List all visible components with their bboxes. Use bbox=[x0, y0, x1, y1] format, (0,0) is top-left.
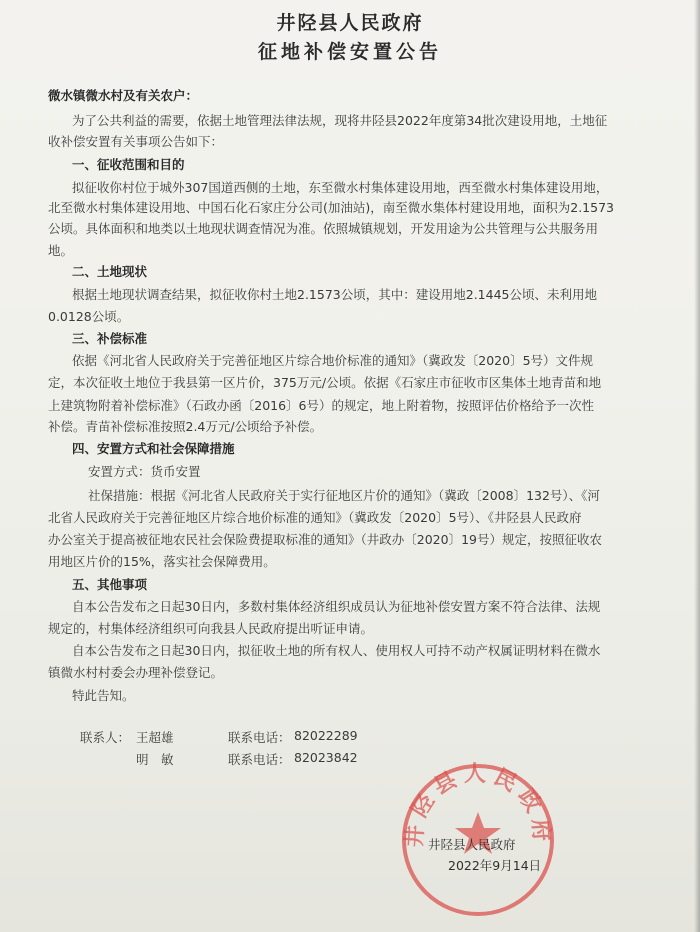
section-3-line: 补偿。青苗补偿标准按照2.4万元/公顷给予补偿。 bbox=[48, 419, 323, 434]
document-title: 井陉县人民政府 bbox=[276, 12, 424, 34]
section-2-line: 0.0128公顷。 bbox=[48, 309, 130, 324]
section-2-line: 根据土地现状调查结果，拟征收你村土地2.1573公顷，其中：建设用地2.1445公顷、未利用地 bbox=[72, 287, 597, 302]
section-3-line: 依据《河北省人民政府关于完善征地区片综合地价标准的通知》（冀政发〔2020〕5号）文件规 bbox=[72, 353, 594, 368]
recipient-line: 微水镇微水村及有关农户： bbox=[48, 88, 199, 103]
document-subtitle: 征地补偿安置公告 bbox=[257, 41, 442, 63]
section-4-line: 社保措施：根据《河北省人民政府关于实行征地区片价的通知》（冀政〔2008〕132号）、《河 bbox=[88, 488, 600, 503]
page-edge-shadow bbox=[694, 0, 700, 932]
signing-date: 2022年9月14日 bbox=[448, 858, 542, 873]
contact-phone: 82023842 bbox=[294, 750, 358, 765]
closing-line: 特此告知。 bbox=[72, 688, 135, 703]
section-1-line: 北至微水村集体建设用地、中国石化石家庄分公司(加油站)，南至微水集体村建设用地，面积为2.1573 bbox=[48, 200, 614, 215]
section-5-line: 规定的，村集体经济组织可向我县人民政府提出听证申请。 bbox=[48, 621, 374, 636]
contact-phone: 82022289 bbox=[294, 728, 358, 743]
section-3-heading: 三、补偿标准 bbox=[72, 331, 148, 346]
seal-text: 井陉县人民政府 bbox=[402, 762, 554, 848]
contact-phone-label: 联系电话： bbox=[228, 730, 291, 745]
contact-name: 明 敏 bbox=[136, 752, 174, 767]
contact-phone-label: 联系电话： bbox=[228, 752, 291, 767]
section-4-line: 用地区片价的15%，落实社会保障费用。 bbox=[48, 554, 276, 569]
resettlement-method: 安置方式：货币安置 bbox=[88, 464, 201, 479]
section-5-heading: 五、其他事项 bbox=[72, 577, 148, 592]
section-4-heading: 四、安置方式和社会保障措施 bbox=[72, 441, 235, 456]
intro-line: 收补偿安置有关事项公告如下： bbox=[48, 134, 224, 149]
section-1-line: 拟征收你村位于城外307国道西侧的土地，东至微水村集体建设用地，西至微水村集体建设用地， bbox=[72, 180, 609, 195]
section-3-line: 定，本次征收土地位于我县第一区片价，375万元/公顷。依据《石家庄市征收市区集体土地青苗和地 bbox=[48, 375, 602, 390]
section-5-line: 自本公告发布之日起30日内，多数村集体经济组织成员认为征地补偿安置方案不符合法律、法规 bbox=[72, 599, 601, 614]
section-4-line: 办公室关于提高被征地农民社会保险费提取标准的通知》（井政办〔2020〕19号）规定，按照征收农 bbox=[48, 532, 602, 547]
section-5-line: 自本公告发布之日起30日内，拟征收土地的所有权人、使用权人可持不动产权属证明材料在微水 bbox=[72, 643, 601, 658]
signing-organization: 井陉县人民政府 bbox=[428, 837, 516, 852]
contact-label: 联系人： bbox=[80, 730, 131, 745]
section-1-heading: 一、征收范围和目的 bbox=[72, 157, 185, 172]
section-1-line: 地。 bbox=[48, 243, 74, 258]
section-5-line: 镇微水村村委会办理补偿登记。 bbox=[48, 665, 224, 680]
section-3-line: 上建筑物附着补偿标准》（石政办函〔2016〕6号）的规定，地上附着物，按照评估价格给予一次性 bbox=[48, 398, 595, 413]
intro-line: 为了公共利益的需要，依据土地管理法律法规，现将井陉县2022年度第34批次建设用地，土地征 bbox=[72, 113, 608, 128]
section-2-heading: 二、土地现状 bbox=[72, 264, 148, 279]
section-4-line: 北省人民政府关于完善征地区片综合地价标准的通知》（冀政发〔2020〕5号）、《井陉县人民政府 bbox=[48, 510, 582, 525]
contact-name: 王超雄 bbox=[136, 730, 174, 745]
section-1-line: 公顷。具体面积和地类以土地现状调查情况为准。依照城镇规划，开发用途为公共管理与公共服务用 bbox=[48, 221, 599, 236]
